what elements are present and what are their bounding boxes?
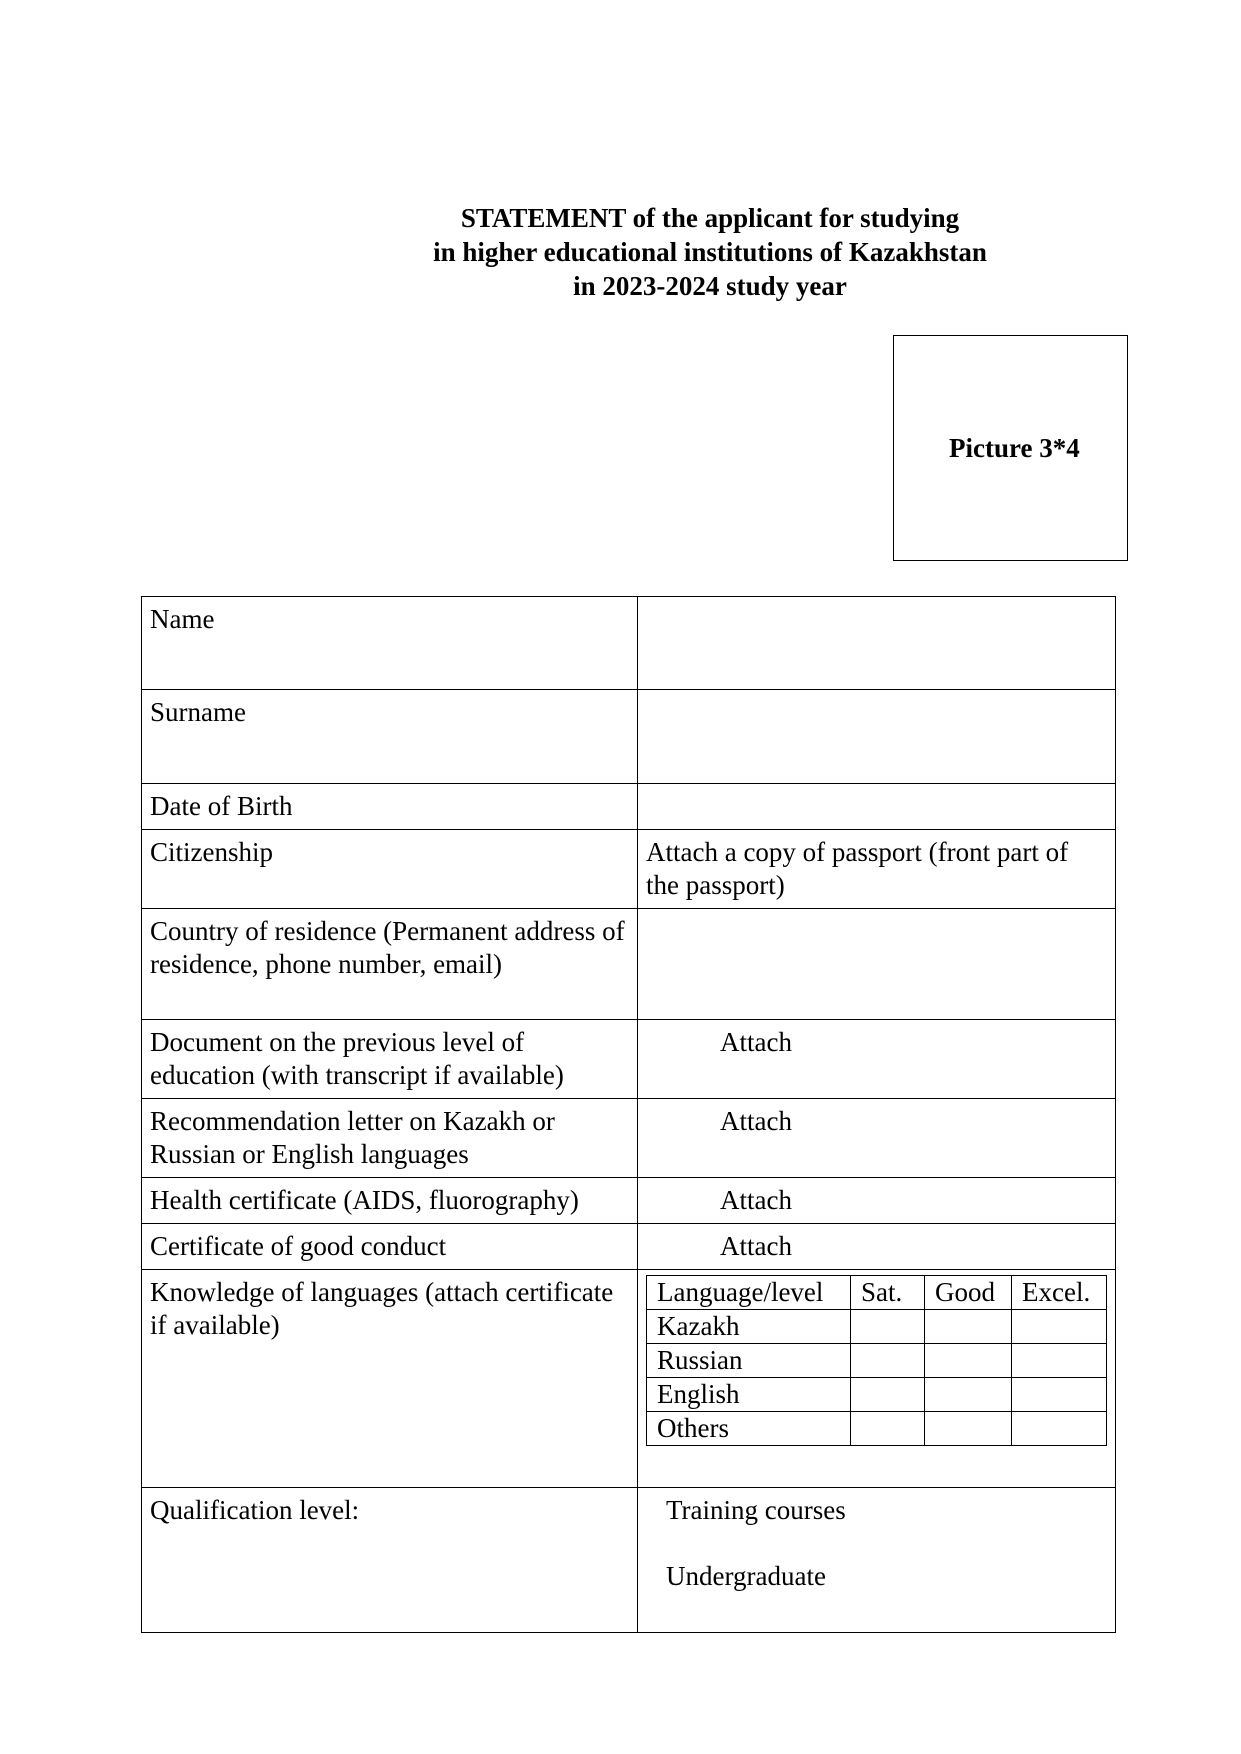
surname-field[interactable] — [638, 690, 1116, 784]
languages-header: Language/level — [647, 1276, 851, 1310]
row-health-certificate — [142, 1178, 1116, 1224]
country-field[interactable] — [638, 909, 1116, 1020]
citizenship-label: Citizenship — [142, 830, 638, 909]
name-label: Name — [142, 597, 638, 690]
row-date-of-birth — [142, 784, 1116, 830]
health-label: Health certificate (AIDS, fluorography) — [142, 1178, 638, 1224]
photo-placeholder-box — [893, 335, 1128, 561]
application-form-table — [141, 596, 1116, 1633]
dob-label: Date of Birth — [142, 784, 638, 830]
row-citizenship — [142, 830, 1116, 909]
row-education-document — [142, 1020, 1116, 1099]
title-line-3: in 2023-2024 study year — [573, 271, 847, 301]
languages-label: Knowledge of languages (attach certificate if available) — [142, 1270, 638, 1488]
level-cell-excel[interactable] — [1012, 1344, 1107, 1378]
health-attach-note: Attach — [720, 1185, 792, 1215]
level-cell-sat[interactable] — [851, 1310, 925, 1344]
language-row — [647, 1378, 1107, 1412]
health-cell — [638, 1178, 1116, 1224]
document-label: Document on the previous level of education (with transcript if available) — [142, 1020, 638, 1099]
surname-label: Surname — [142, 690, 638, 784]
language-name: Kazakh — [647, 1310, 851, 1344]
photo-placeholder-label: Picture 3*4 — [949, 433, 1080, 463]
row-languages — [142, 1270, 1116, 1488]
conduct-label: Certificate of good conduct — [142, 1224, 638, 1270]
title-line-1: STATEMENT of the applicant for studying — [460, 203, 960, 233]
level-cell-excel[interactable] — [1012, 1412, 1107, 1446]
languages-table — [646, 1275, 1107, 1446]
languages-header: Good — [925, 1276, 1012, 1310]
languages-header: Sat. — [851, 1276, 925, 1310]
qualification-label: Qualification level: — [142, 1488, 638, 1633]
recommendation-cell — [638, 1099, 1116, 1178]
level-cell-good[interactable] — [925, 1344, 1012, 1378]
title-line-2: in higher educational institutions of Kazakhstan — [433, 237, 987, 267]
row-country-of-residence — [142, 909, 1116, 1020]
level-cell-sat[interactable] — [851, 1344, 925, 1378]
level-cell-excel[interactable] — [1012, 1310, 1107, 1344]
level-cell-sat[interactable] — [851, 1378, 925, 1412]
qualification-option-training[interactable]: Training courses — [666, 1495, 846, 1525]
language-row — [647, 1310, 1107, 1344]
conduct-attach-note: Attach — [720, 1231, 792, 1261]
qualification-cell — [638, 1488, 1116, 1633]
language-row — [647, 1412, 1107, 1446]
conduct-cell — [638, 1224, 1116, 1270]
language-name: Russian — [647, 1344, 851, 1378]
document-cell — [638, 1020, 1116, 1099]
languages-header-row — [647, 1276, 1107, 1310]
languages-cell — [638, 1270, 1116, 1488]
qualification-options — [646, 1494, 1107, 1593]
row-qualification-level — [142, 1488, 1116, 1633]
language-name: English — [647, 1378, 851, 1412]
level-cell-good[interactable] — [925, 1412, 1012, 1446]
document-title — [360, 201, 1060, 303]
languages-header: Excel. — [1012, 1276, 1107, 1310]
dob-field[interactable] — [638, 784, 1116, 830]
row-recommendation-letter — [142, 1099, 1116, 1178]
row-name — [142, 597, 1116, 690]
level-cell-sat[interactable] — [851, 1412, 925, 1446]
level-cell-excel[interactable] — [1012, 1378, 1107, 1412]
level-cell-good[interactable] — [925, 1378, 1012, 1412]
level-cell-good[interactable] — [925, 1310, 1012, 1344]
recommendation-attach-note: Attach — [720, 1106, 792, 1136]
qualification-option-undergraduate[interactable]: Undergraduate — [666, 1561, 826, 1591]
row-good-conduct — [142, 1224, 1116, 1270]
document-attach-note: Attach — [720, 1027, 792, 1057]
language-name: Others — [647, 1412, 851, 1446]
name-field[interactable] — [638, 597, 1116, 690]
recommendation-label: Recommendation letter on Kazakh or Russian or English languages — [142, 1099, 638, 1178]
language-row — [647, 1344, 1107, 1378]
country-label: Country of residence (Permanent address of residence, phone number, email) — [142, 909, 638, 1020]
citizenship-note: Attach a copy of passport (front part of the passport) — [638, 830, 1116, 909]
row-surname — [142, 690, 1116, 784]
